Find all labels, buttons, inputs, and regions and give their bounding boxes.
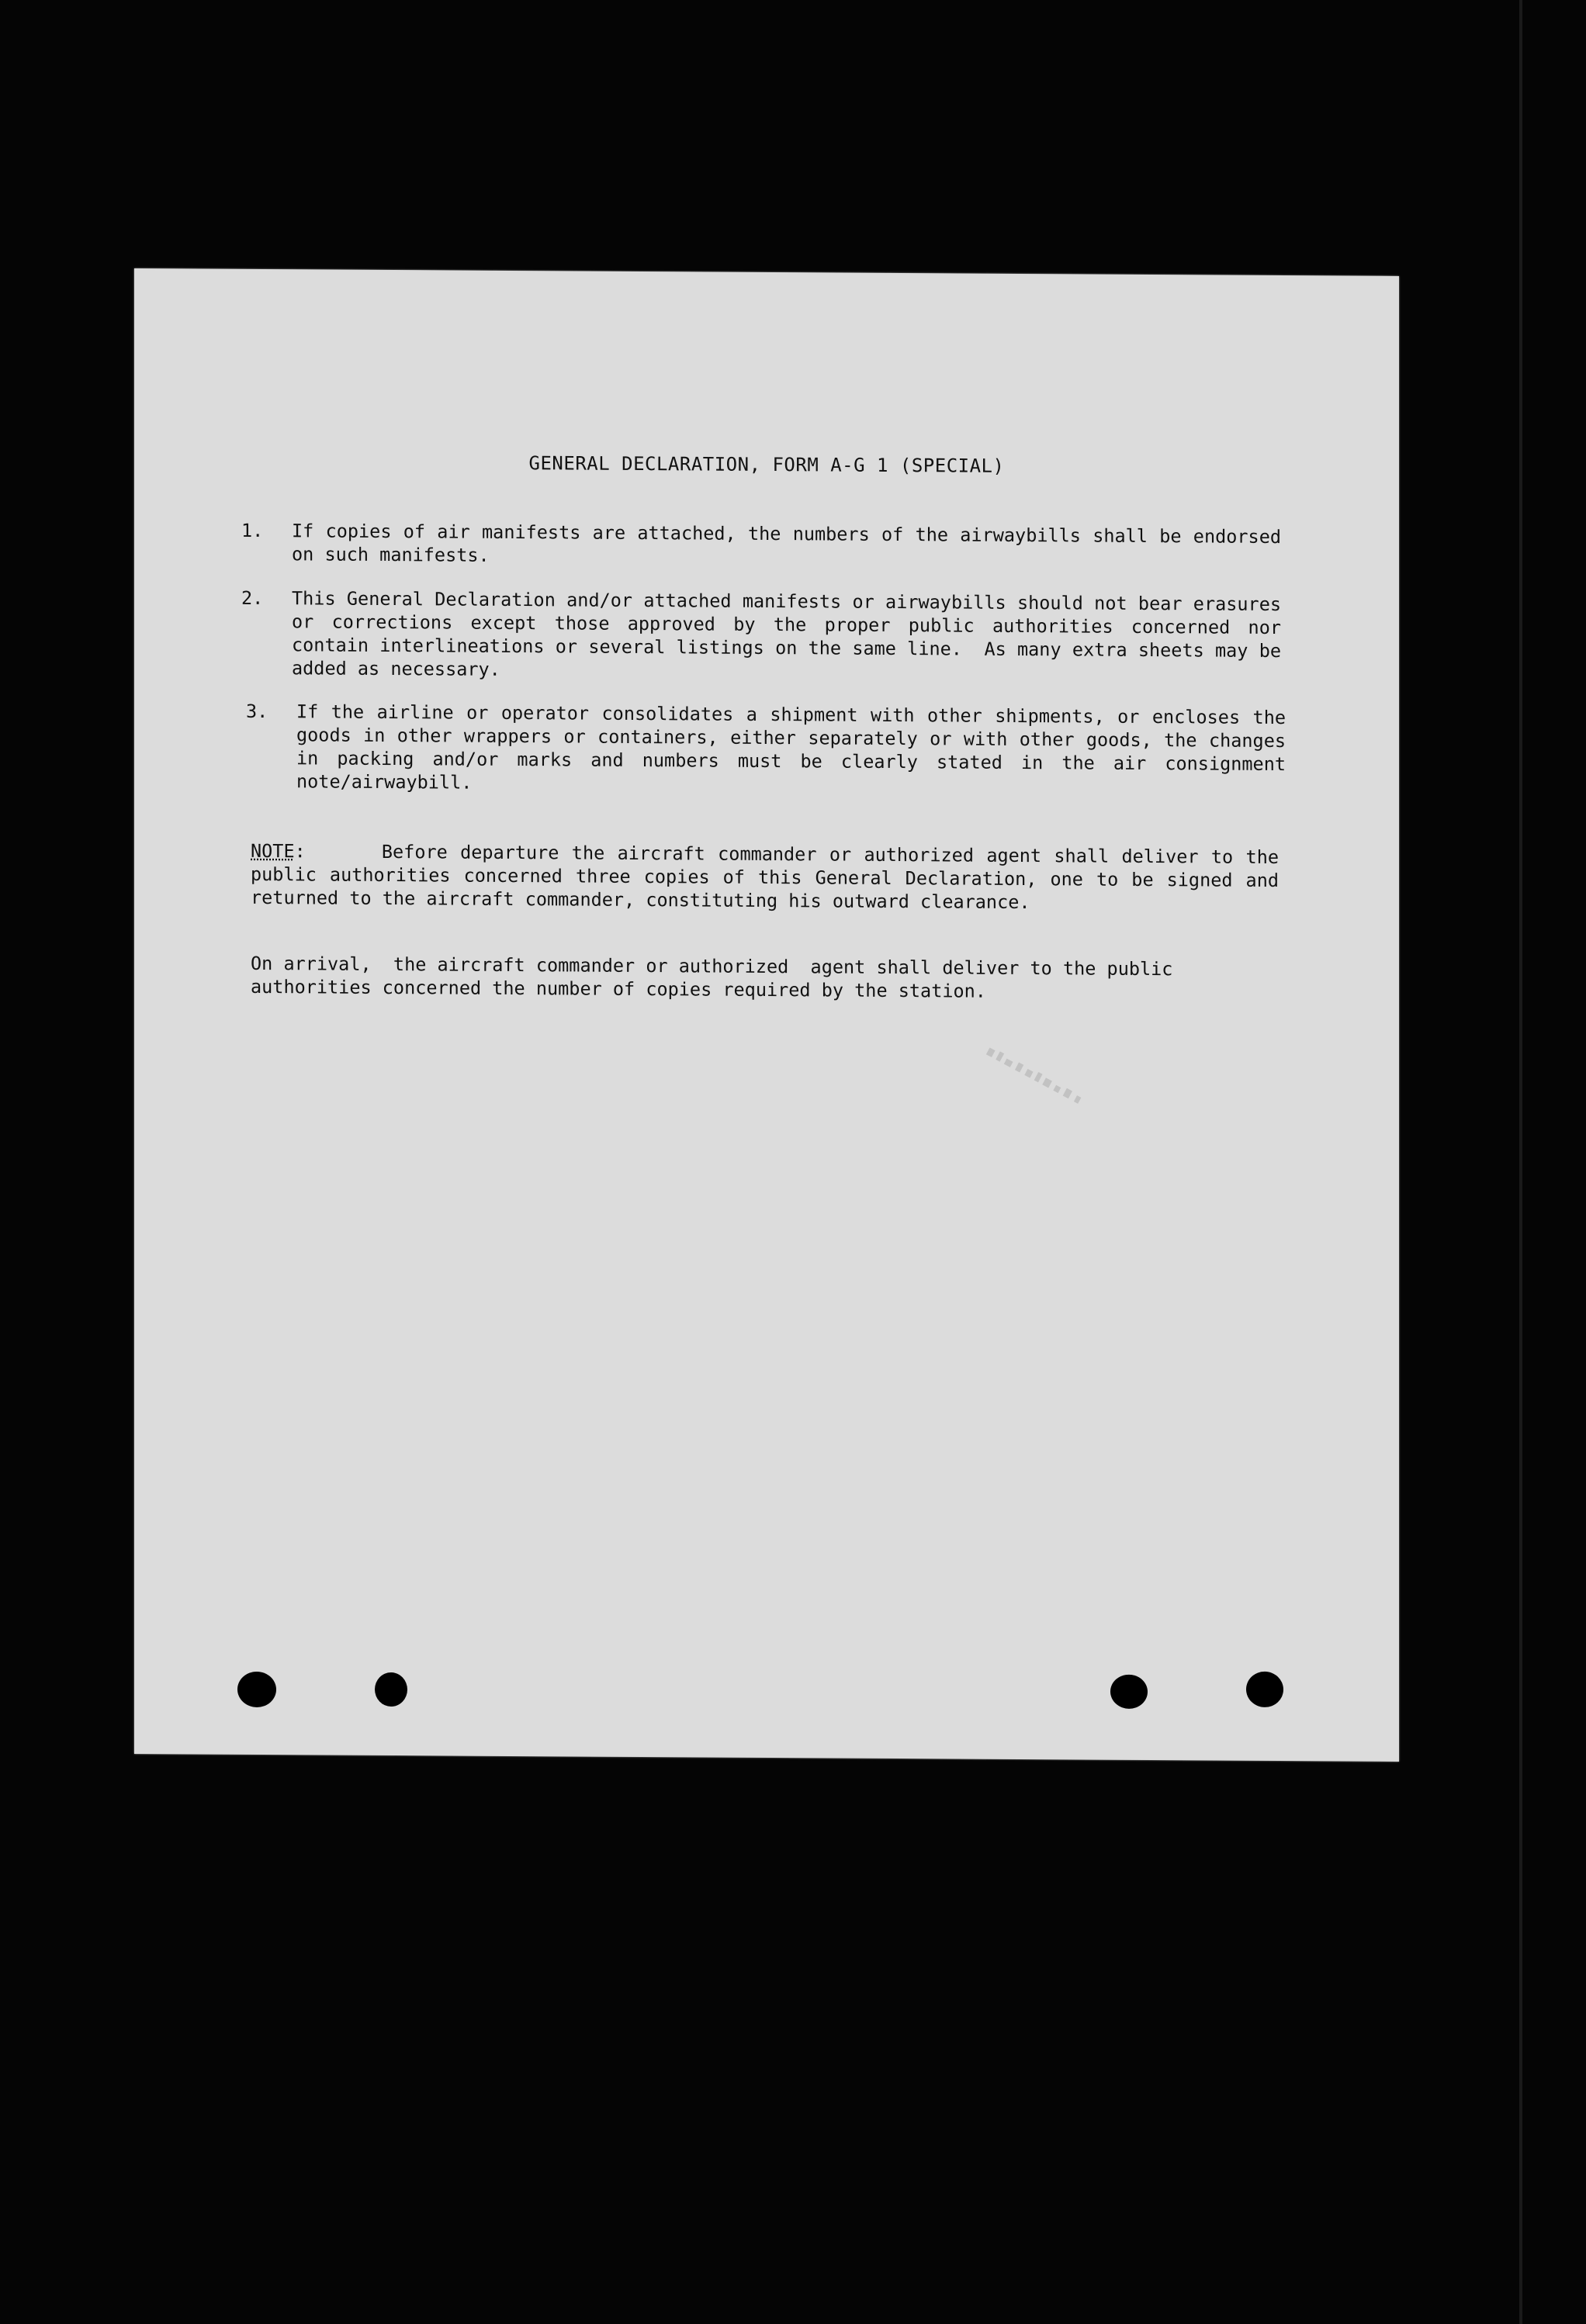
arrival-paragraph: On arrival, the aircraft commander or authorized agent shall deliver to the public authorities concerned the number of copies required by the station. (251, 952, 1184, 1002)
item-number: 1. (241, 519, 264, 542)
instruction-item-2 (241, 586, 1293, 680)
note-paragraph: NOTE: Before departure the aircraft commander or authorized agent shall deliver to the public authorities concerned three copies of this General Declaration, one to be signed and returned to the aircraft commander, constituting his outward clearance. (251, 839, 1290, 914)
film-edge (1519, 0, 1522, 2324)
item-text: If copies of air manifests are attached, the numbers of the airwaybills shall be endorsed on such manifests. (292, 520, 1293, 566)
punch-hole (237, 1672, 276, 1707)
document-title: GENERAL DECLARATION, FORM A-G 1 (SPECIAL) (528, 452, 1005, 477)
item-text: This General Declaration and/or attached manifests or airwaybills should not bear erasures or corrections except those approved by the proper public authorities concerned nor contain interlineations or several listings on the same line. As many extra sheets may be added as necessary. (292, 587, 1293, 680)
instruction-item-3 (241, 700, 1297, 794)
instruction-item-1 (241, 519, 1293, 566)
note-text: Before departure the aircraft commander or authorized agent shall deliver to the public authorities concerned three copies of this General Declaration, one to be signed and returned to the aircraft commander, constituting his outward clearance. (251, 840, 1290, 914)
item-number: 3. (246, 700, 268, 723)
note-label: NOTE (251, 839, 295, 863)
punch-hole (1110, 1675, 1148, 1709)
faded-stamp-mark (969, 1029, 1107, 1133)
punch-hole (1246, 1672, 1283, 1707)
item-number: 2. (241, 586, 264, 610)
punch-hole (375, 1672, 407, 1707)
item-text: If the airline or operator consolidates a shipment with other shipments, or encloses the goods in other wrappers or containers, either separately or with other goods, the changes in packing and/or marks and numbers must be clearly stated in the air consignment note/airwaybill. (296, 700, 1297, 794)
document-body (134, 268, 1399, 1762)
document-page (134, 268, 1399, 1762)
